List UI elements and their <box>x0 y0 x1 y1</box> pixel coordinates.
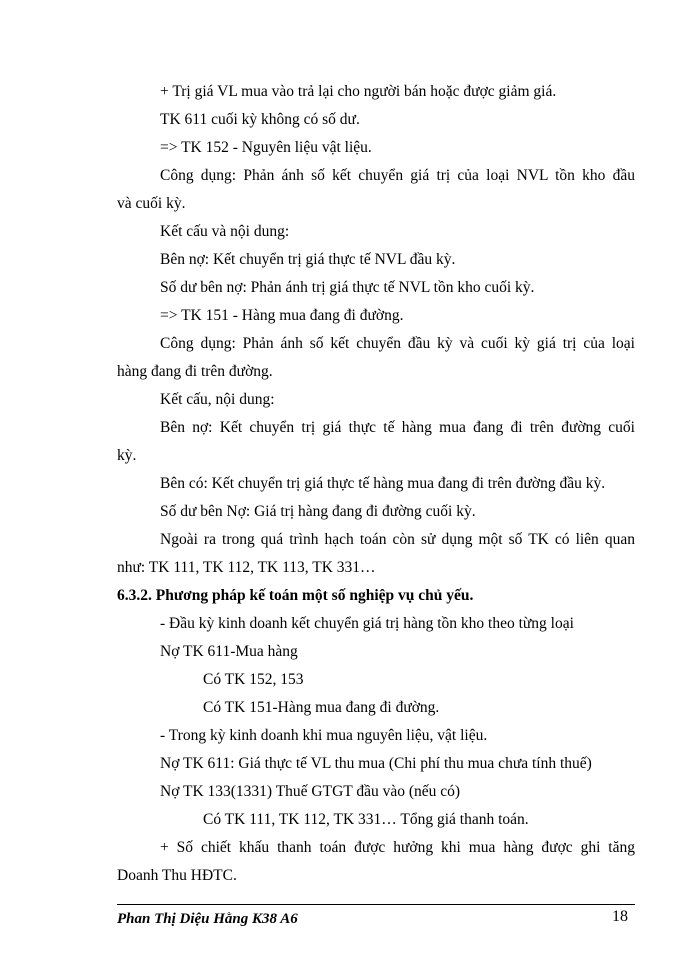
text-line: và cuối kỳ. <box>117 195 186 212</box>
text-line: Công dụng: Phản ánh số kết chuyển đầu kỳ và cuối kỳ giá trị của loại <box>160 335 635 352</box>
text-line: Có TK 151-Hàng mua đang đi đường. <box>203 699 440 716</box>
text-line: Bên nợ: Kết chuyển trị giá thực tế hàng mua đang đi trên đường cuối <box>160 419 635 436</box>
text-line: Công dụng: Phản ánh số kết chuyển giá trị của loại NVL tồn kho đầu <box>160 167 635 184</box>
text-line: + Trị giá VL mua vào trả lại cho người bán hoặc được giảm giá. <box>160 83 557 100</box>
text-line: Có TK 111, TK 112, TK 331… Tổng giá thanh toán. <box>203 811 529 828</box>
text-line: + Số chiết khấu thanh toán được hưởng khi mua hàng được ghi tăng <box>160 839 635 856</box>
text-line: Nợ TK 611: Giá thực tế VL thu mua (Chi phí thu mua chưa tính thuế) <box>160 755 592 772</box>
text-line: Bên nợ: Kết chuyển trị giá thực tế NVL đầu kỳ. <box>160 251 456 268</box>
text-line: Bên có: Kết chuyển trị giá thực tế hàng mua đang đi trên đường đầu kỳ. <box>160 475 606 492</box>
text-line: => TK 152 - Nguyên liệu vật liệu. <box>160 139 372 156</box>
text-line: hàng đang đi trên đường. <box>117 363 273 380</box>
text-line: Có TK 152, 153 <box>203 671 304 688</box>
text-line: TK 611 cuối kỳ không có số dư. <box>160 111 360 128</box>
text-line: => TK 151 - Hàng mua đang đi đường. <box>160 307 404 324</box>
text-line: như: TK 111, TK 112, TK 113, TK 331… <box>117 559 376 576</box>
text-line: Nợ TK 133(1331) Thuế GTGT đầu vào (nếu có) <box>160 783 461 800</box>
page-number: 18 <box>612 908 628 925</box>
section-heading: 6.3.2. Phương pháp kế toán một số nghiệp vụ chủ yếu. <box>117 587 474 604</box>
text-line: Kết cấu, nội dung: <box>160 391 275 408</box>
footer-author: Phan Thị Diệu Hằng K38 A6 <box>117 911 298 927</box>
text-line: kỳ. <box>117 447 137 464</box>
text-line: Kết cấu và nội dung: <box>160 223 290 240</box>
text-line: Số dư bên Nợ: Giá trị hàng đang đi đường cuối kỳ. <box>160 503 476 520</box>
text-line: - Đầu kỳ kinh doanh kết chuyển giá trị hàng tồn kho theo từng loại <box>160 615 574 632</box>
footer-divider <box>117 904 635 905</box>
text-line: Nợ TK 611-Mua hàng <box>160 643 298 660</box>
text-line: Ngoài ra trong quá trình hạch toán còn sử dụng một số TK có liên quan <box>160 531 635 548</box>
text-line: Doanh Thu HĐTC. <box>117 867 237 884</box>
text-line: - Trong kỳ kinh doanh khi mua nguyên liệu, vật liệu. <box>160 727 488 744</box>
text-line: Số dư bên nợ: Phản ánh trị giá thực tế NVL tồn kho cuối kỳ. <box>160 279 535 296</box>
